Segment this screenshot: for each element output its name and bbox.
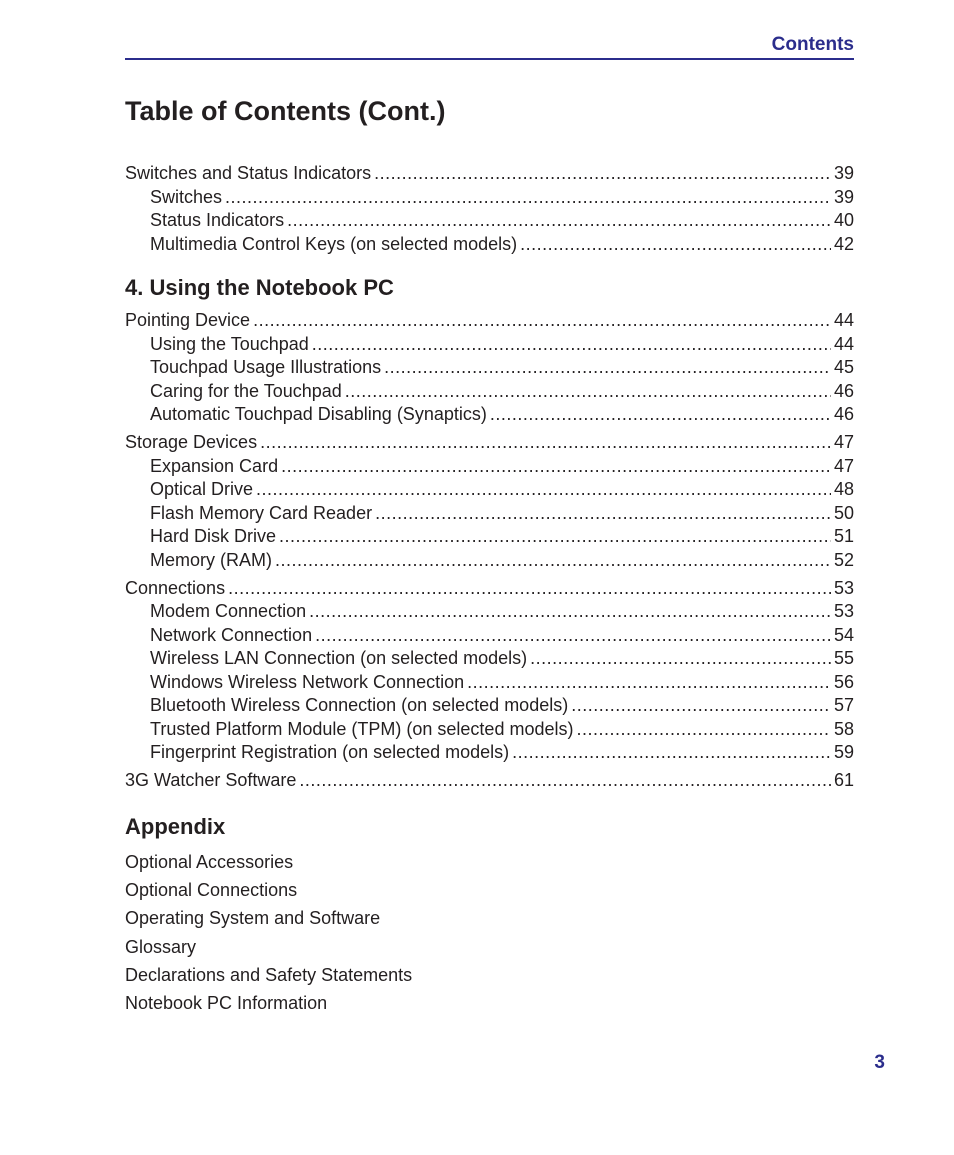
toc-entry[interactable] xyxy=(125,186,854,210)
dot-leader xyxy=(520,233,831,257)
toc-entry-label: Windows Wireless Network Connection xyxy=(150,671,465,692)
toc-entry[interactable] xyxy=(125,718,854,742)
toc-entry[interactable] xyxy=(125,502,854,526)
dot-leader xyxy=(253,309,831,333)
header-rule xyxy=(125,58,854,60)
toc-entry-label: Multimedia Control Keys (on selected models) xyxy=(150,233,518,254)
toc-entry-page-number: 57 xyxy=(833,695,854,715)
toc-entry-label: Status Indicators xyxy=(150,210,285,230)
toc-entry-label: Fingerprint Registration (on selected models) xyxy=(150,742,510,762)
toc-entry[interactable] xyxy=(125,647,854,671)
dot-leader xyxy=(490,403,831,427)
dot-leader xyxy=(512,741,831,765)
toc-entry[interactable] xyxy=(125,431,854,455)
toc-entry-label: 3G Watcher Software xyxy=(125,770,297,790)
toc-entry[interactable] xyxy=(125,455,854,479)
toc-entry-page-number: 51 xyxy=(833,526,854,546)
toc-entry-label: Bluetooth Wireless Connection (on selected models) xyxy=(150,695,569,715)
appendix-item[interactable]: Declarations and Safety Statements xyxy=(125,965,413,986)
toc-entry-label: Wireless LAN Connection (on selected models) xyxy=(150,648,528,668)
toc-entry-label: Memory (RAM) xyxy=(150,549,272,570)
toc-entry-page-number: 50 xyxy=(833,502,854,523)
toc-entry-label: Touchpad Usage Illustrations xyxy=(150,357,382,377)
toc-entry-page-number: 42 xyxy=(833,233,854,254)
appendix-item[interactable]: Optional Connections xyxy=(125,879,298,900)
toc-entry-label: Switches and Status Indicators xyxy=(125,163,372,183)
toc-entry-label: Using the Touchpad xyxy=(150,333,309,354)
appendix-list xyxy=(125,848,854,1018)
dot-leader xyxy=(309,600,831,624)
toc-entry-label: Expansion Card xyxy=(150,455,279,476)
toc-entry[interactable] xyxy=(125,769,854,793)
toc-entry-label: Modem Connection xyxy=(150,601,307,621)
toc-entry-label: Hard Disk Drive xyxy=(150,526,277,546)
dot-leader xyxy=(345,380,831,404)
toc-entry[interactable] xyxy=(125,356,854,380)
dot-leader xyxy=(315,624,831,648)
toc-entry[interactable] xyxy=(125,577,854,601)
toc-entry-page-number: 55 xyxy=(833,648,854,668)
appendix-item[interactable]: Glossary xyxy=(125,936,197,957)
toc-entry-page-number: 40 xyxy=(833,210,854,230)
toc-entry-page-number: 56 xyxy=(833,671,854,692)
toc-entry-page-number: 48 xyxy=(833,479,854,499)
toc-entry-page-number: 44 xyxy=(833,333,854,354)
dot-leader xyxy=(275,549,831,573)
toc-entry-label: Caring for the Touchpad xyxy=(150,380,342,401)
toc-entry-page-number: 52 xyxy=(833,549,854,570)
toc-entry-page-number: 45 xyxy=(833,357,854,377)
dot-leader xyxy=(281,455,831,479)
toc-entry-page-number: 47 xyxy=(833,455,854,476)
page-title: Table of Contents (Cont.) xyxy=(125,96,446,126)
toc-entry[interactable] xyxy=(125,333,854,357)
toc-entry-page-number: 39 xyxy=(833,163,854,183)
toc-entry-page-number: 46 xyxy=(833,404,854,424)
toc-entry-label: Connections xyxy=(125,577,226,598)
appendix-item[interactable]: Optional Accessories xyxy=(125,851,294,872)
dot-leader xyxy=(228,577,831,601)
dot-leader xyxy=(256,478,831,502)
toc-entry-page-number: 58 xyxy=(833,718,854,739)
toc-chapter4-section xyxy=(125,309,854,793)
toc-entry[interactable] xyxy=(125,478,854,502)
toc-entry-page-number: 46 xyxy=(833,380,854,401)
toc-entry[interactable] xyxy=(125,403,854,427)
toc-entry-page-number: 44 xyxy=(833,310,854,330)
dot-leader xyxy=(530,647,831,671)
toc-entry-page-number: 53 xyxy=(833,601,854,621)
toc-entry[interactable] xyxy=(125,209,854,233)
toc-entry-label: Network Connection xyxy=(150,624,313,645)
dot-leader xyxy=(299,769,831,793)
toc-entry-page-number: 54 xyxy=(833,624,854,645)
toc-entry-label: Optical Drive xyxy=(150,479,254,499)
toc-entry[interactable] xyxy=(125,525,854,549)
toc-intro-section xyxy=(125,162,854,256)
toc-entry-page-number: 59 xyxy=(833,742,854,762)
appendix-item[interactable]: Operating System and Software xyxy=(125,908,381,929)
toc-entry[interactable] xyxy=(125,741,854,765)
dot-leader xyxy=(312,333,831,357)
dot-leader xyxy=(576,718,830,742)
section-heading-appendix: Appendix xyxy=(125,813,226,839)
section-heading-chapter4: 4. Using the Notebook PC xyxy=(125,275,394,300)
dot-leader xyxy=(279,525,831,549)
dot-leader xyxy=(375,502,831,526)
toc-entry-label: Storage Devices xyxy=(125,432,258,452)
dot-leader xyxy=(571,694,831,718)
toc-entry[interactable] xyxy=(125,549,854,573)
appendix-item[interactable]: Notebook PC Information xyxy=(125,993,328,1014)
header-contents-label: Contents xyxy=(771,34,854,55)
toc-entry[interactable] xyxy=(125,309,854,333)
dot-leader xyxy=(260,431,831,455)
toc-content xyxy=(125,162,854,1018)
dot-leader xyxy=(467,671,831,695)
toc-entry[interactable] xyxy=(125,694,854,718)
toc-entry-page-number: 53 xyxy=(833,577,854,598)
toc-entry-label: Switches xyxy=(150,186,223,207)
toc-entry[interactable] xyxy=(125,624,854,648)
toc-entry[interactable] xyxy=(125,600,854,624)
toc-entry-label: Flash Memory Card Reader xyxy=(150,502,373,523)
toc-entry[interactable] xyxy=(125,162,854,186)
toc-entry[interactable] xyxy=(125,671,854,695)
dot-leader xyxy=(225,186,831,210)
dot-leader xyxy=(287,209,831,233)
page-number: 3 xyxy=(874,1052,885,1073)
toc-entry-label: Pointing Device xyxy=(125,310,251,330)
toc-entry-page-number: 61 xyxy=(833,770,854,790)
dot-leader xyxy=(374,162,831,186)
toc-entry[interactable] xyxy=(125,380,854,404)
toc-entry-label: Trusted Platform Module (TPM) (on selected models) xyxy=(150,718,574,739)
toc-entry-page-number: 39 xyxy=(833,186,854,207)
toc-entry-page-number: 47 xyxy=(833,432,854,452)
dot-leader xyxy=(384,356,831,380)
toc-entry[interactable] xyxy=(125,233,854,257)
toc-entry-label: Automatic Touchpad Disabling (Synaptics) xyxy=(150,404,487,424)
